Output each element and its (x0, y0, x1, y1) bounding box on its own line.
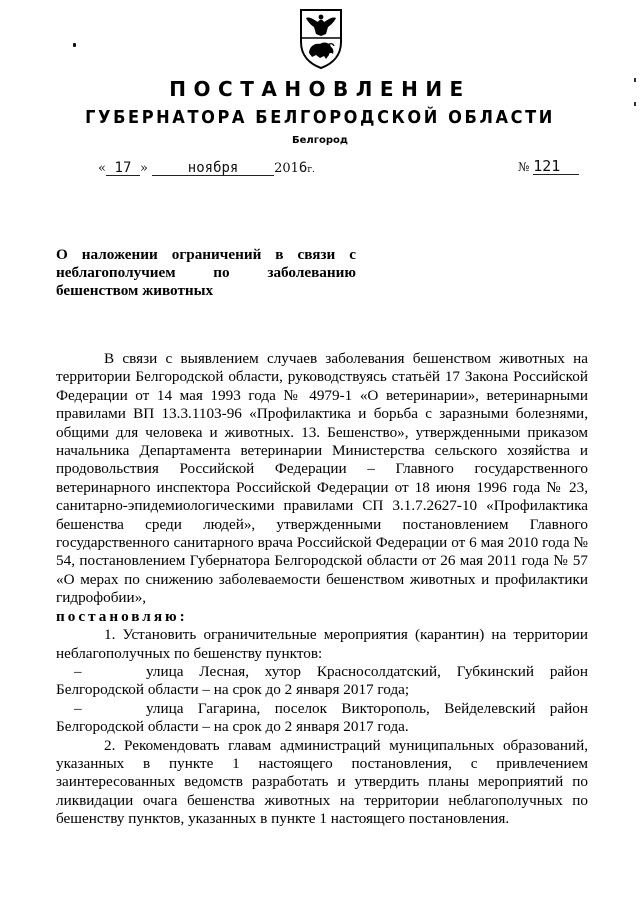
date-month: ноября (187, 160, 239, 176)
document-city: Белгород (292, 135, 348, 146)
belgorod-coat-of-arms-icon (298, 8, 344, 70)
date-day-field (106, 162, 140, 176)
subitem-text: улица Гагарина, поселок Викторополь, Вейделевский район (146, 699, 588, 717)
number-field (533, 157, 579, 175)
scan-speck (73, 43, 76, 47)
subject-line: О наложении ограничений в связи с (56, 246, 356, 263)
document-number (518, 157, 579, 175)
subitem-dash: – (74, 662, 82, 680)
subitem-first-line (56, 700, 588, 718)
subitem-first-line (56, 663, 588, 681)
date-day: 17 (114, 160, 132, 176)
document-subject (56, 246, 356, 300)
document-type-heading: ПОСТАНОВЛЕНИЕ (169, 77, 471, 101)
subitem-text: улица Лесная, хутор Красносолдатский, Губкинский район (146, 662, 588, 680)
item-2-paragraph: 2. Рекомендовать главам администраций муниципальных образований, указанных в пункте 1 настоящего постановления, с привлечением заинтересованных ведомств разработать и утвердить планы мероприятий по ликвидации очага бешенства животных на территории неблагополучных по бешенству пунктов, указанных в пункте 1 настоящего постановления. (56, 736, 588, 828)
decree-paragraph (56, 608, 588, 626)
decree-word: постановляю: (56, 607, 188, 625)
preamble-paragraph: В связи с выявлением случаев заболевания бешенством животных на территории Белгородской области, руководствуясь статьёй 17 Закона Российской Федерации от 14 мая 1993 года № 4979-1 «О ветеринарии», ветеринарными правилами ВП 13.3.1103-96 «Профилактика и борьба с заразными болезнями, общими для человека и животных. 13. Бешенство», утвержденными приказом начальника Департамента ветеринарии Министерства сельского хозяйства и продовольствия Российской Федерации – Главного государственного ветеринарного инспектора Российской Федерации от 18 июня 1996 года № 23, санитарно-эпидемиологическими правилами СП 3.1.7.2627-10 «Профилактика бешенства среди людей», утвержденными постановлением Главного государственного санитарного врача Российской Федерации от 6 мая 2010 года № 54, постановлением Губернатора Белгородской области от 26 мая 2011 года № 57 «О мерах по снижению заболеваемости бешенством животных и профилактики гидрофобии», (56, 350, 588, 607)
date-year-suffix: г. (307, 165, 315, 175)
date-year-prefix: 201 (274, 161, 299, 176)
scan-edge-mark (634, 102, 636, 106)
item-1-subitem (56, 700, 588, 737)
date-year-digit: 6 (298, 160, 308, 176)
subject-line: бешенством животных (56, 282, 214, 299)
date-open-quote: « (98, 161, 106, 176)
subitem-dash: – (74, 699, 82, 717)
date-month-field (152, 162, 274, 176)
number-label: № (518, 160, 530, 174)
subitem-continuation: Белгородской области – на срок до 2 января 2017 года. (56, 718, 409, 736)
document-authority-heading: ГУБЕРНАТОРА БЕЛГОРОДСКОЙ ОБЛАСТИ (85, 107, 555, 128)
date-close-quote: » (139, 161, 148, 176)
subject-line: неблагополучием по заболеванию (56, 264, 356, 281)
document-date (98, 160, 315, 176)
number-value: 121 (533, 157, 561, 175)
document-body (56, 350, 588, 829)
item-1-paragraph: 1. Установить ограничительные мероприятия (карантин) на территории неблагополучных по бешенству пунктов: (56, 626, 588, 662)
item-1-subitem (56, 663, 588, 700)
subitem-continuation: Белгородской области – на срок до 2 января 2017 года; (56, 681, 410, 699)
